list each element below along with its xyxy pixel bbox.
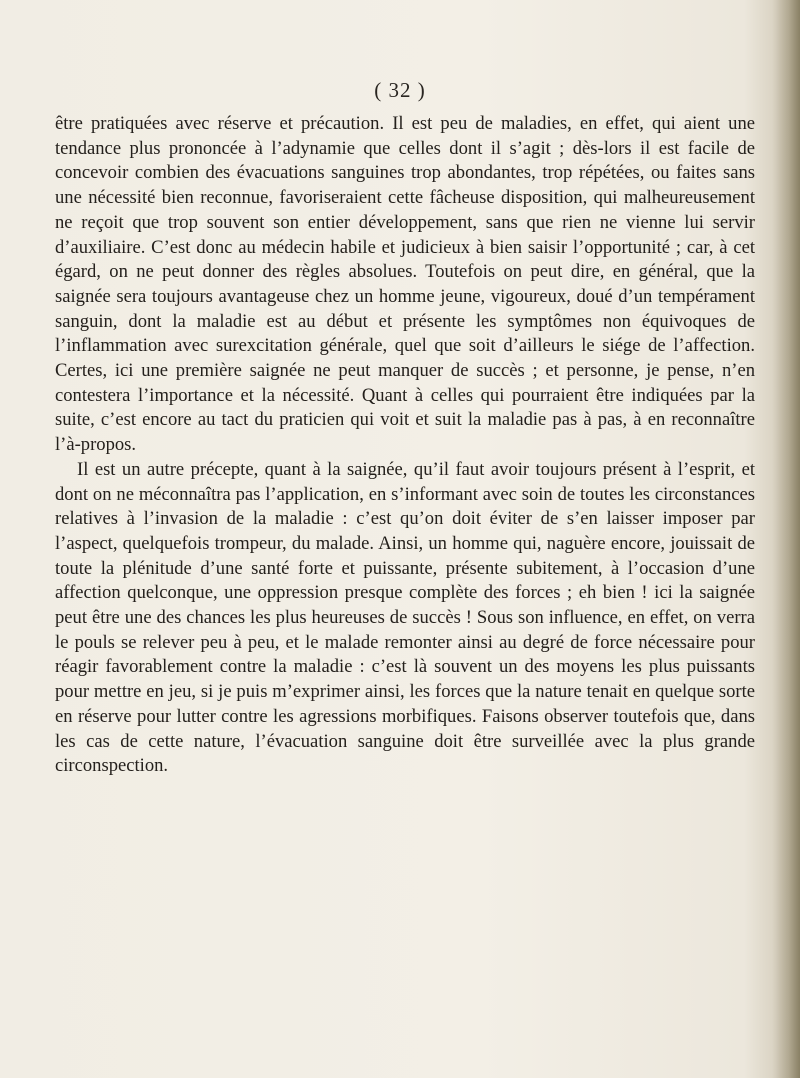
page-edge-shadow bbox=[772, 0, 800, 1078]
body-text bbox=[55, 112, 755, 779]
paragraph-2: Il est un autre précepte, quant à la saignée, qu’il faut avoir toujours présent à l’esprit, et dont on ne méconnaîtra pas l’application, en s’informant avec soin de toutes les circonstances relatives à l’invasion de la maladie : c’est qu’on doit éviter de s’en laisser imposer par l’aspect, quelquefois trompeur, du malade. Ainsi, un homme qui, naguère encore, jouissait de toute la plénitude d’une santé forte et puissante, présente subitement, à l’occasion d’une affection quelconque, une oppression presque complète des forces ; eh bien ! ici la saignée peut être une des chances les plus heureuses de succès ! Sous son influence, en effet, on verra le pouls se relever peu à peu, et le malade remonter ainsi au degré de force nécessaire pour réagir favorablement contre la maladie : c’est là souvent un des moyens les plus puissants pour mettre en jeu, si je puis m’exprimer ainsi, les forces que la nature tenait en quelque sorte en réserve pour lutter contre les agressions morbifiques. Faisons observer toutefois que, dans les cas de cette nature, l’évacuation sanguine doit être surveillée avec la plus grande circonspection. bbox=[55, 458, 755, 777]
page-number: ( 32 ) bbox=[374, 78, 426, 102]
paragraph-1: être pratiquées avec réserve et précaution. Il est peu de maladies, en effet, qui aient une tendance plus prononcée à l’adynamie que celles dont il s’agit ; dès-lors il est facile de concevoir combien des évacuations sanguines trop abondantes, trop répétées, ou faites sans une nécessité bien reconnue, favoriseraient cette fâcheuse disposition, qui malheureusement ne reçoit que trop souvent son entier développement, sans que rien ne vienne lui servir d’auxiliaire. C’est donc au médecin habile et judicieux à bien saisir l’opportunité ; car, à cet égard, on ne peut donner des règles absolues. Toutefois on peut dire, en général, que la saignée sera toujours avantageuse chez un homme jeune, vigoureux, doué d’un tempérament sanguin, dont la maladie est au début et présente les symptômes non équivoques de l’inflammation avec surexcitation générale, quel que soit d’ailleurs le siége de l’affection. Certes, ici une première saignée ne peut manquer de succès ; et personne, je pense, n’en contestera l’importance et la nécessité. Quant à celles qui pourraient être indiquées par la suite, c’est encore au tact du praticien qui voit et suit la maladie pas à pas, à en reconnaître l’à-propos. bbox=[55, 113, 755, 456]
